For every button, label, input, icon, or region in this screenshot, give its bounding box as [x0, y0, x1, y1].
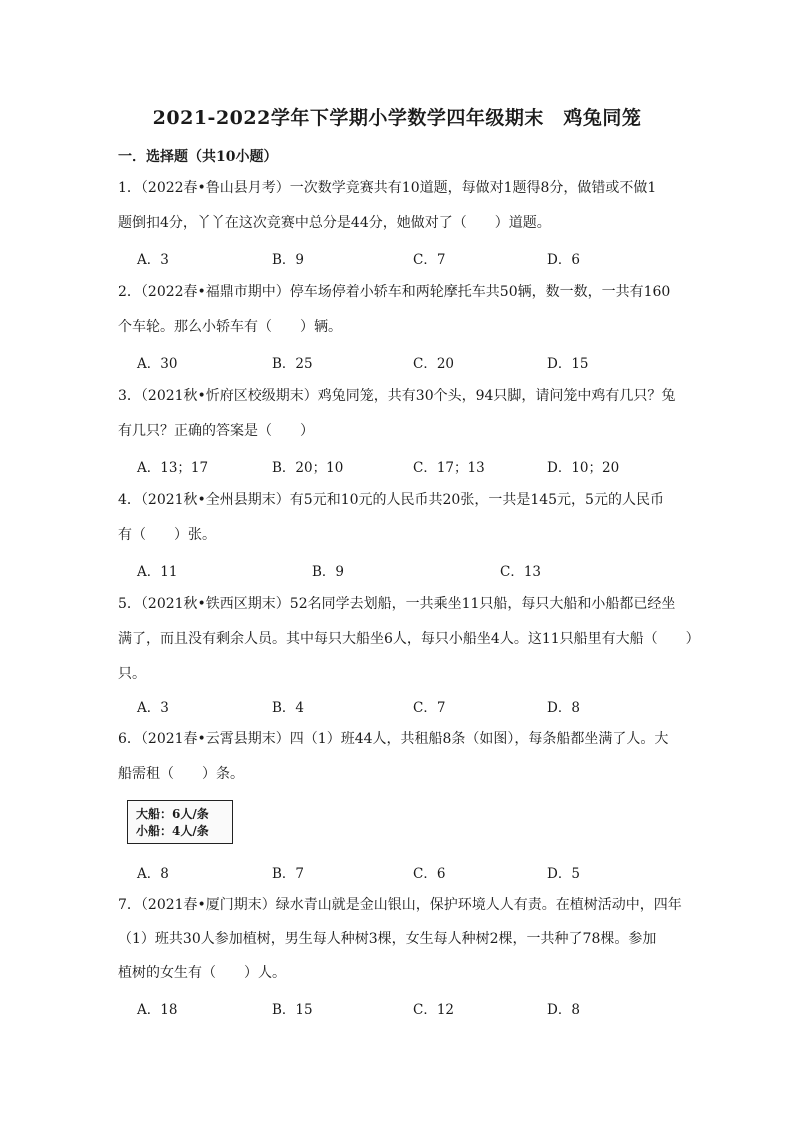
- question-7-line-2: （1）班共30人参加植树，男生每人种树3棵，女生每人种树2棵，一共种了78棵。参加: [118, 931, 657, 947]
- question-1-option-d: D．6: [547, 252, 580, 268]
- question-5-option-a: A．3: [137, 700, 169, 716]
- question-2-option-b: B．25: [272, 356, 313, 372]
- question-2-option-c: C．20: [413, 356, 455, 372]
- question-4-option-c: C．13: [500, 564, 542, 580]
- question-1-option-b: B．9: [272, 252, 305, 268]
- question-4-option-a: A．11: [137, 564, 178, 580]
- figure-line-big-boat: 大船：6人/条: [136, 807, 209, 821]
- question-5-option-b: B．4: [272, 700, 305, 716]
- question-1-line-1: 1．（2022春•鲁山县月考）一次数学竞赛共有10道题，每做对1题得8分，做错或不做1: [118, 180, 657, 196]
- question-1-option-a: A．3: [137, 252, 169, 268]
- question-5-line-1: 5．（2021秋•铁西区期末）52名同学去划船，一共乘坐11只船，每只大船和小船都已经坐: [118, 596, 676, 612]
- question-7-line-3: 植树的女生有（ ）人。: [118, 965, 286, 981]
- question-5-option-c: C．7: [413, 700, 446, 716]
- question-5-line-3: 只。: [118, 666, 146, 682]
- figure-line-small-boat: 小船：4人/条: [136, 824, 209, 838]
- question-4-option-b: B．9: [312, 564, 345, 580]
- question-4-line-1: 4．（2021秋•全州县期末）有5元和10元的人民币共20张，一共是145元，5元的人民币: [118, 492, 664, 508]
- question-2-line-1: 2．（2022春•福鼎市期中）停车场停着小轿车和两轮摩托车共50辆，数一数，一共有160: [118, 284, 671, 300]
- boat-capacity-figure: [127, 800, 233, 844]
- question-5-option-d: D．8: [547, 700, 580, 716]
- question-2-option-d: D．15: [547, 356, 589, 372]
- question-3-option-d: D．10；20: [547, 460, 620, 476]
- question-5-line-2: 满了，而且没有剩余人员。其中每只大船坐6人，每只小船坐4人。这11只船里有大船（ ）: [118, 631, 700, 647]
- question-6-option-d: D．5: [547, 866, 580, 882]
- question-6-option-c: C．6: [413, 866, 446, 882]
- question-7-line-1: 7．（2021春•厦门期末）绿水青山就是金山银山，保护环境人人有责。在植树活动中，四年: [118, 897, 682, 913]
- question-2-line-2: 个车轮。那么小轿车有（ ）辆。: [118, 319, 342, 335]
- question-6-option-b: B．7: [272, 866, 305, 882]
- question-1-option-c: C．7: [413, 252, 446, 268]
- question-3-option-c: C．17；13: [413, 460, 485, 476]
- question-7-option-a: A．18: [137, 1002, 178, 1018]
- question-3-option-b: B．20；10: [272, 460, 344, 476]
- question-4-line-2: 有（ ）张。: [118, 527, 216, 543]
- question-1-line-2: 题倒扣4分，丫丫在这次竞赛中总分是44分，她做对了（ ）道题。: [118, 215, 551, 231]
- page-title: 2021-2022学年下学期小学数学四年级期末 鸡兔同笼: [152, 107, 642, 129]
- question-6-option-a: A．8: [137, 866, 169, 882]
- question-7-option-d: D．8: [547, 1002, 580, 1018]
- section-heading: 一．选择题（共10小题）: [118, 149, 278, 165]
- question-6-line-2: 船需租（ ）条。: [118, 766, 244, 782]
- question-2-option-a: A．30: [137, 356, 178, 372]
- question-3-option-a: A．13；17: [137, 460, 209, 476]
- question-3-line-2: 有几只？正确的答案是（ ）: [118, 423, 314, 439]
- question-7-option-b: B．15: [272, 1002, 313, 1018]
- question-7-option-c: C．12: [413, 1002, 455, 1018]
- question-6-line-1: 6．（2021春•云霄县期末）四（1）班44人，共租船8条（如图），每条船都坐满了人。大: [118, 731, 669, 747]
- question-3-line-1: 3．（2021秋•忻府区校级期末）鸡兔同笼，共有30个头，94只脚，请问笼中鸡有几只？兔: [118, 388, 676, 404]
